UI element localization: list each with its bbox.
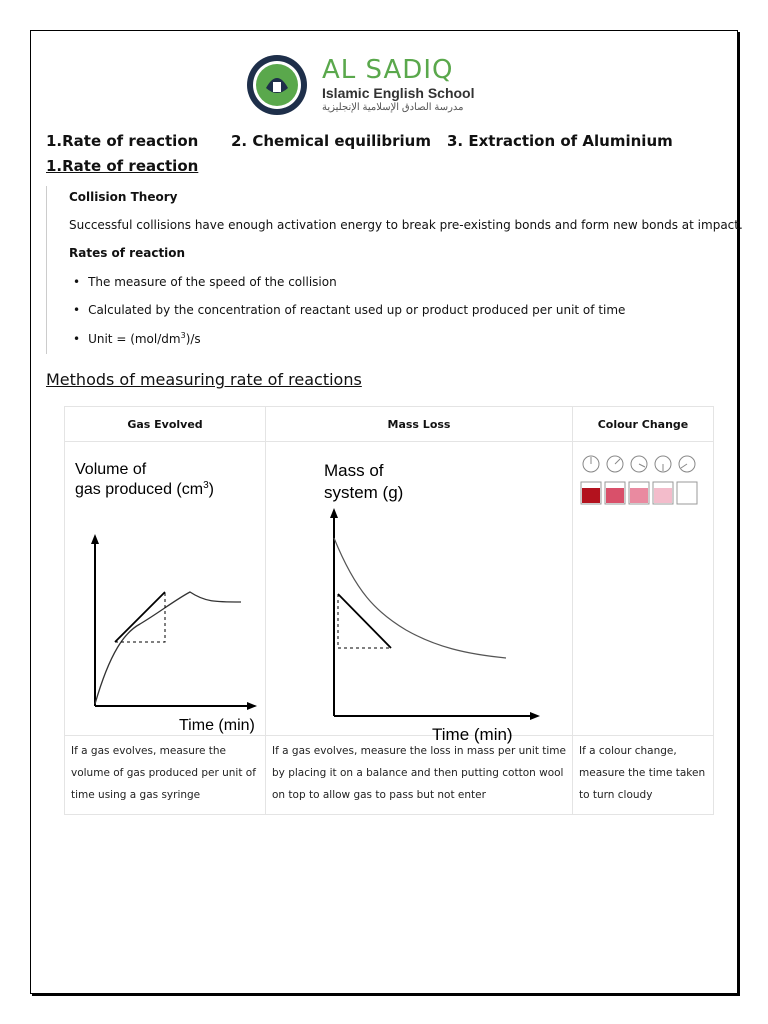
beaker-liquid-3 xyxy=(630,488,648,503)
header-colour-change: Colour Change xyxy=(573,407,714,442)
beaker-liquid-5 xyxy=(678,488,696,503)
beaker-icons xyxy=(581,482,697,504)
bullet-unit xyxy=(73,331,201,346)
unit-suffix: )/s xyxy=(185,332,201,346)
colour-change-description: If a colour change, measure the time taken to turn cloudy xyxy=(573,736,714,815)
graph1-xlabel: Time (min) xyxy=(179,717,255,734)
graph1-x-arrow xyxy=(247,702,257,710)
graph1-curve xyxy=(95,592,241,704)
beaker-liquid-2 xyxy=(606,488,624,503)
section-title: 1.Rate of reaction xyxy=(46,157,199,175)
graph1-y-arrow xyxy=(91,534,99,544)
graph2-x-arrow xyxy=(530,712,540,720)
graph1-ylabel-line1: Volume of xyxy=(75,461,147,478)
toc-item-rate-of-reaction: 1.Rate of reaction xyxy=(46,132,199,150)
header-gas-evolved: Gas Evolved xyxy=(65,407,266,442)
gas-evolved-graph xyxy=(65,442,265,734)
unit-prefix: Unit = (mol/dm xyxy=(88,332,181,346)
graph2-curve xyxy=(334,538,506,658)
school-subtitle: Islamic English School xyxy=(322,85,475,101)
school-logo xyxy=(246,55,474,115)
mass-loss-graph xyxy=(266,442,572,744)
beaker-liquid-1 xyxy=(582,488,600,503)
bullet-calculation: • Calculated by the concentration of reactant used up or product produced per unit of time xyxy=(73,303,625,317)
school-name: AL SADIQ xyxy=(322,55,454,85)
graph2-ylabel-line1: Mass of xyxy=(324,461,384,480)
methods-table xyxy=(64,406,714,815)
graph2-y-arrow xyxy=(330,508,338,518)
collision-theory-text: Successful collisions have enough activation energy to break pre-existing bonds and form new bonds at impact. xyxy=(69,218,743,232)
toc-item-chemical-equilibrium: 2. Chemical equilibrium xyxy=(231,132,431,150)
rates-heading: Rates of reaction xyxy=(69,246,186,260)
mass-loss-graph-cell xyxy=(266,442,573,744)
graph2-xlabel: Time (min) xyxy=(432,725,513,744)
school-seal-icon xyxy=(246,54,308,116)
bullet-speed: • The measure of the speed of the collision xyxy=(73,275,337,289)
rate-of-reaction-notes xyxy=(46,186,743,354)
beaker-liquid-4 xyxy=(654,488,672,503)
colour-change-illustration xyxy=(573,442,713,730)
graph2-ylabel-line2: system (g) xyxy=(324,483,404,502)
colour-change-graph-cell xyxy=(573,442,714,736)
graph1-ylabel-line2: gas produced $(cm^3)$ xyxy=(75,480,214,498)
toc-item-extraction-aluminium: 3. Extraction of Aluminium xyxy=(447,132,673,150)
header-mass-loss: Mass Loss xyxy=(266,407,573,442)
mass-loss-description: If a gas evolves, measure the loss in mass per unit time by placing it on a balance and then putting cotton wool on top to allow gas to pass but not enter xyxy=(266,736,573,815)
gas-evolved-description: If a gas evolves, measure the volume of gas produced per unit of time using a gas syringe xyxy=(65,736,266,815)
collision-theory-heading: Collision Theory xyxy=(69,190,178,204)
gas-evolved-graph-cell xyxy=(65,442,266,736)
school-arabic-name: مدرسة الصادق الإسلامية الإنجليزية xyxy=(322,102,464,113)
unit-superscript: 3 xyxy=(180,331,186,340)
graph2-tangent xyxy=(338,594,391,648)
methods-heading: Methods of measuring rate of reactions xyxy=(46,370,362,389)
stopwatch-icons xyxy=(583,456,695,472)
graph1-tangent xyxy=(115,592,165,642)
